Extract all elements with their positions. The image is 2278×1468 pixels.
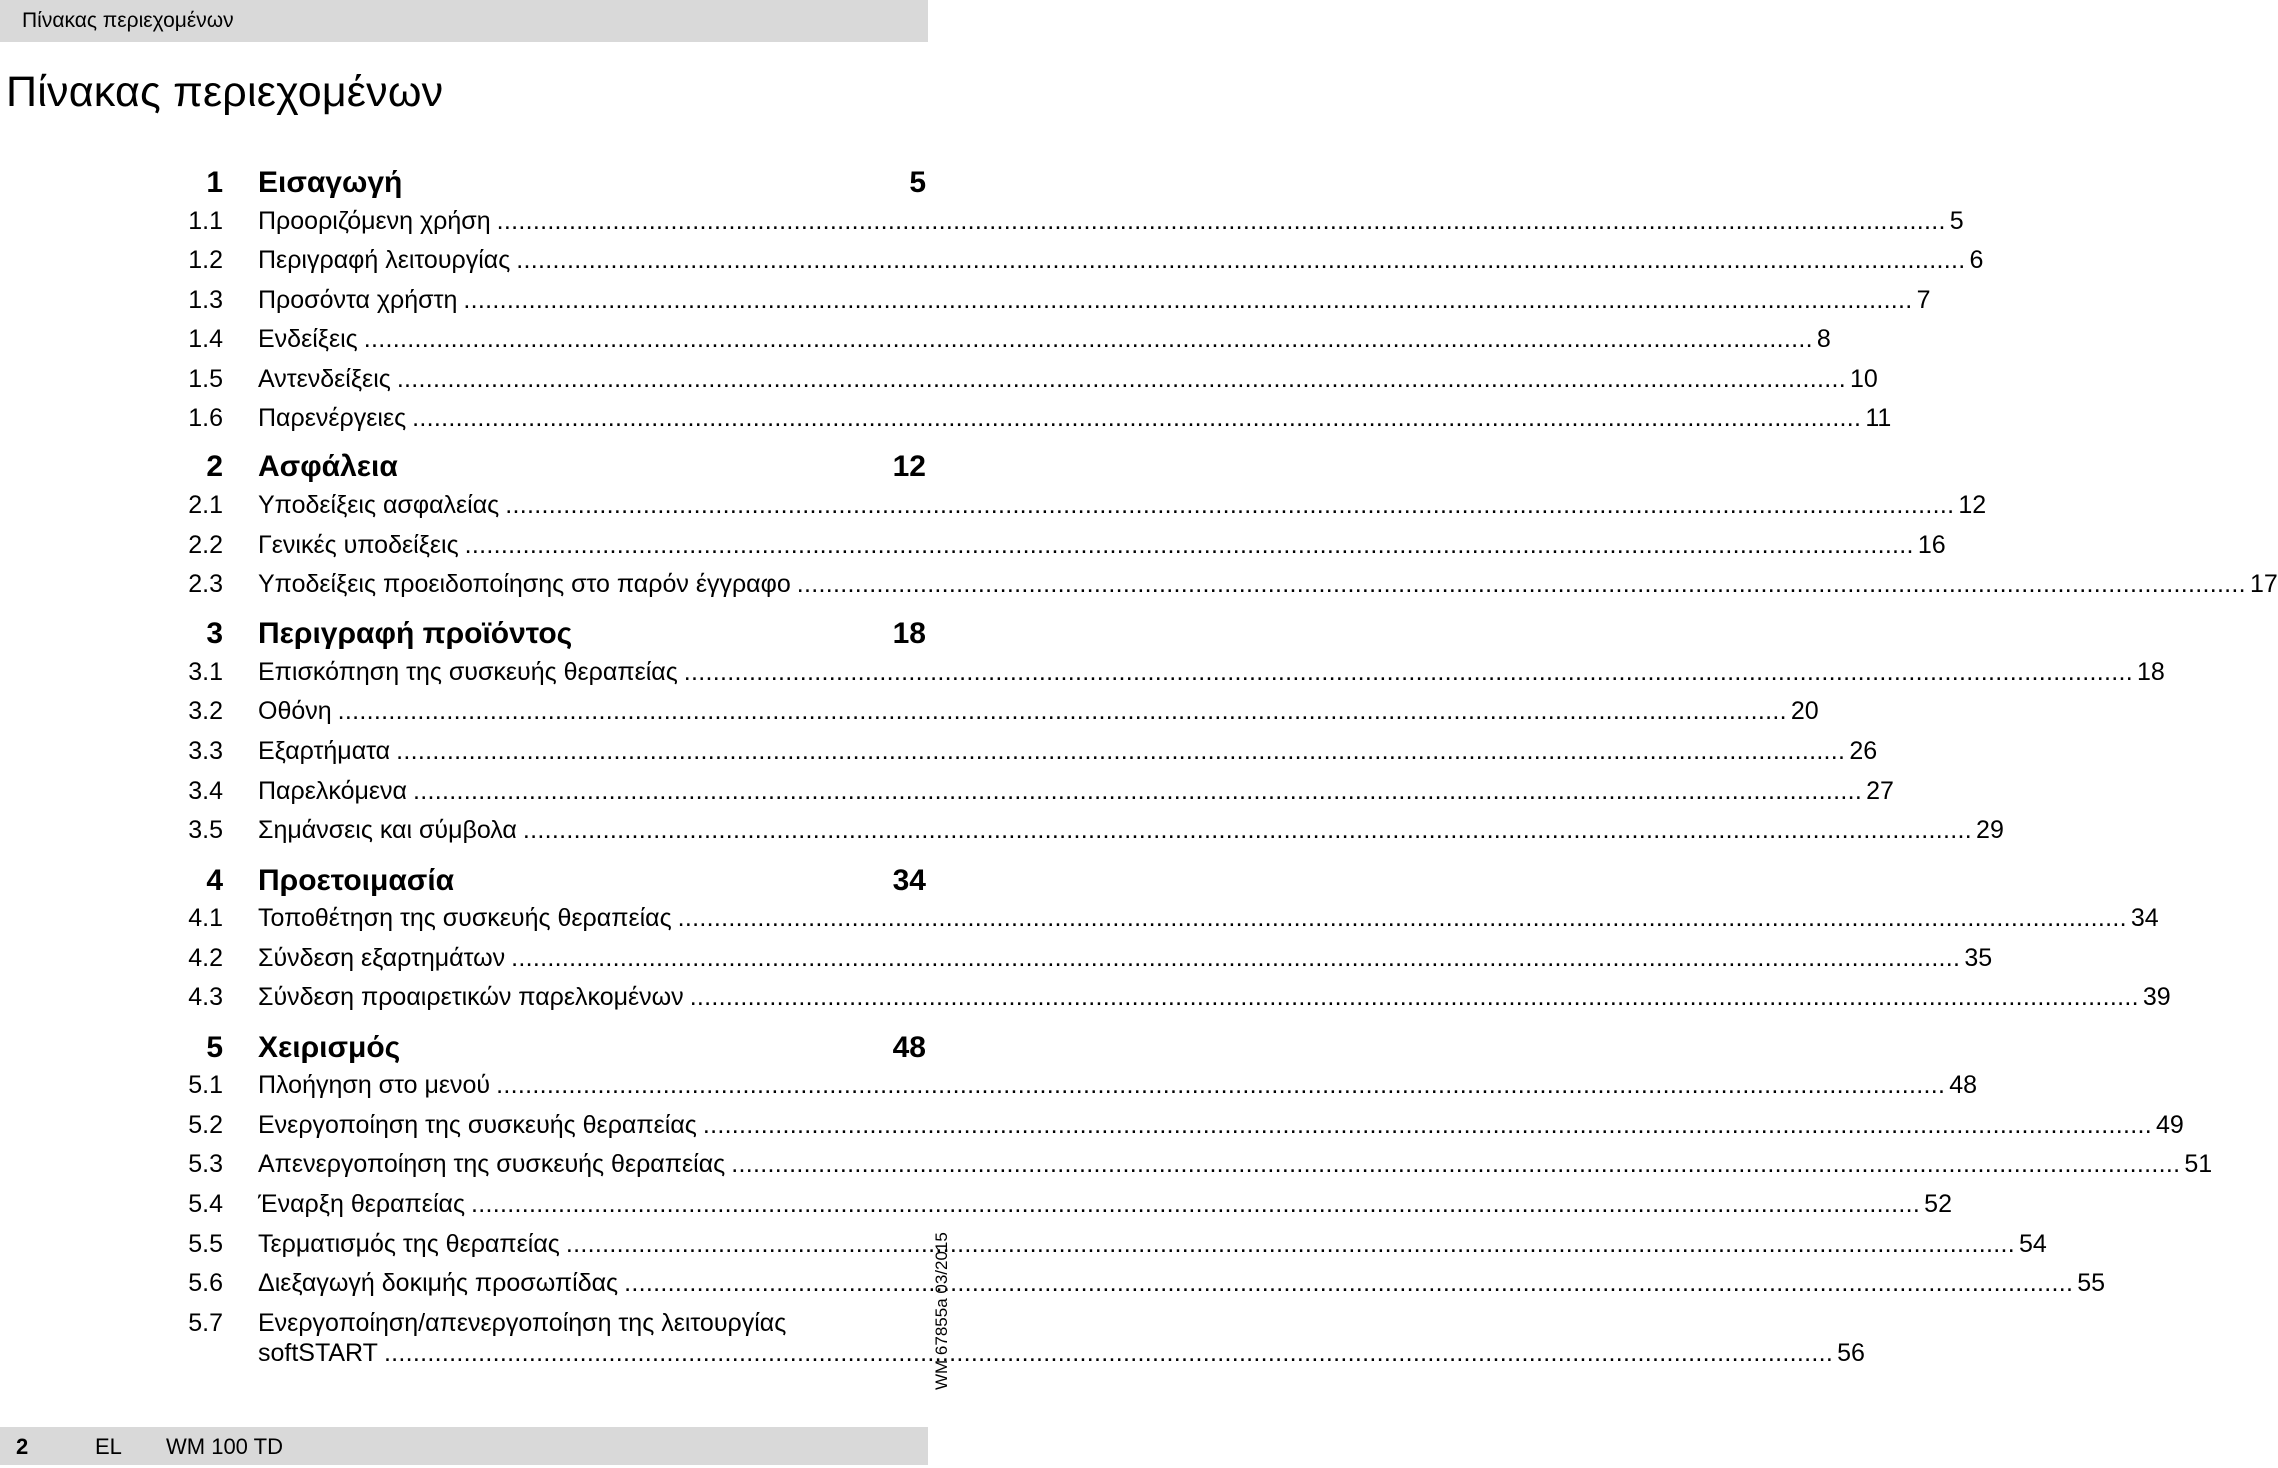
toc-entry-title: Σύνδεση εξαρτημάτων (258, 944, 506, 972)
toc-page-number: 5 (1949, 207, 1964, 235)
toc-entry-number: 1 (206, 166, 223, 199)
toc-dot-leader: ........................................................................................................................................................................................................ (496, 1071, 1946, 1099)
toc-entry-number: 1.1 (188, 207, 223, 235)
toc-entry-number: 5 (206, 1031, 223, 1064)
toc-entry-title-block (258, 324, 1831, 354)
toc-entry-title-block (258, 903, 2159, 933)
toc-dot-leader: ........................................................................................................................................................................................................ (396, 365, 1846, 393)
toc-dot-leader: ........................................................................................................................................................................................................ (689, 983, 2139, 1011)
toc-entry-title: Υποδείξεις προειδοποίησης στο παρόν έγγραφο (258, 570, 791, 598)
toc-page-number: 10 (1849, 365, 1878, 393)
toc-entry-number: 3.2 (188, 697, 223, 725)
toc-entry-number: 5.1 (188, 1071, 223, 1099)
toc-entry-title: Περιγραφή λειτουργίας (258, 246, 511, 274)
toc-page-number: 20 (1790, 697, 1819, 725)
toc-entry-title-block (258, 657, 2165, 687)
toc-entry-number: 5.6 (188, 1269, 223, 1297)
toc-page-number: 52 (1924, 1190, 1952, 1218)
toc-entry-number: 2 (206, 450, 223, 483)
toc-page-number: 55 (2077, 1269, 2106, 1297)
toc-page-number: 17 (2249, 570, 2278, 598)
toc-entry-number: 1.5 (188, 365, 223, 393)
toc-entry-title-block (258, 776, 1894, 806)
toc-entry-number: 2.1 (188, 491, 223, 519)
toc-page-number: 16 (1917, 531, 1946, 559)
toc-entry-title-block (258, 1229, 2047, 1259)
toc-entry-number: 5.7 (188, 1309, 223, 1337)
toc-entry-number: 5.5 (188, 1230, 223, 1258)
toc-dot-leader: ........................................................................................................................................................................................................ (511, 944, 1961, 972)
toc-entry-title: Σημάνσεις και σύμβολα (258, 816, 517, 844)
toc-entry-title-block (258, 450, 926, 484)
page-title: Πίνακας περιεχομένων (6, 68, 444, 116)
toc-dot-leader: ........................................................................................................................................................................................................ (463, 286, 1913, 314)
toc-page-number: 39 (2142, 983, 2171, 1011)
toc-dot-leader: ........................................................................................................................................................................................................ (624, 1269, 2074, 1297)
header-text: Πίνακας περιεχομένων (22, 9, 234, 32)
toc-page-number: 27 (1866, 777, 1894, 805)
toc-entry-title-block (258, 403, 1892, 433)
toc-entry-number: 2.3 (188, 570, 223, 598)
page-header (0, 0, 928, 42)
toc-entry-title-block (258, 617, 926, 651)
toc-entry-title: Επισκόπηση της συσκευής θεραπείας (258, 658, 678, 686)
toc-page-number: 18 (2136, 658, 2165, 686)
toc-dot-leader: ........................................................................................................................................................................................................ (505, 491, 1955, 519)
toc-page-number: 56 (1837, 1339, 1865, 1367)
toc-entry-title-block (258, 1149, 2213, 1179)
toc-dot-leader: ........................................................................................................................................................................................................ (412, 404, 1862, 432)
toc-entry-title-block (258, 943, 1993, 973)
toc-entry-title-block (258, 736, 1878, 766)
toc-dot-leader: ........................................................................................................................................................................................................ (522, 816, 1973, 844)
toc-page-number: 12 (1958, 491, 1987, 519)
toc-entry-title: Εισαγωγή (258, 166, 403, 199)
toc-entry-title: Ασφάλεια (258, 450, 398, 483)
toc-entry-title: Σύνδεση προαιρετικών παρελκομένων (258, 983, 684, 1011)
toc-dot-leader: ........................................................................................................................................................................................................ (471, 1190, 1921, 1218)
toc-entry-number: 1.6 (188, 404, 223, 432)
toc-entry-number: 5.4 (188, 1190, 223, 1218)
footer-page-number: 2 (16, 1434, 29, 1459)
toc-entry-title: Πλοήγηση στο μενού (258, 1071, 491, 1099)
toc-entry-number: 4.3 (188, 983, 223, 1011)
toc-entry-number: 1.4 (188, 325, 223, 353)
footer-language: EL (95, 1434, 122, 1459)
toc-entry-number: 1.2 (188, 246, 223, 274)
toc-entry-title: Γενικές υποδείξεις (258, 531, 459, 559)
toc-page-number: 7 (1916, 286, 1931, 314)
toc-page-number: 34 (2130, 904, 2159, 932)
toc-entry-title: Εξαρτήματα (258, 737, 391, 765)
toc-entry-number: 4 (206, 864, 223, 897)
toc-page-number: 34 (892, 864, 926, 897)
toc-entry-title-block (258, 1031, 926, 1065)
toc-page-number: 12 (892, 450, 926, 483)
toc-entry-title-block (258, 1308, 1865, 1368)
toc-dot-leader: ........................................................................................................................................................................................................ (677, 904, 2127, 932)
toc-entry-title: Έναρξη θεραπείας (258, 1190, 465, 1218)
toc-entry-title: Ενδείξεις (258, 325, 358, 353)
toc-entry-title-block (258, 245, 1984, 275)
toc-entry-title-block (258, 1189, 1952, 1219)
toc-page-number: 26 (1849, 737, 1878, 765)
toc-entry-title: Παρενέργειες (258, 404, 407, 432)
toc-entry-title: Τερματισμός της θεραπείας (258, 1230, 560, 1258)
toc-entry-number: 4.1 (188, 904, 223, 932)
toc-entry-title-block (258, 815, 2004, 845)
toc-page-number: 54 (2019, 1230, 2047, 1258)
toc-entry-number: 5.3 (188, 1150, 223, 1178)
toc-entry-title: Αντενδείξεις (258, 365, 391, 393)
toc-entry-title-block (258, 1268, 2106, 1298)
toc-entry-title-continued: softSTART (258, 1339, 378, 1367)
toc-entry-title-block (258, 569, 2278, 599)
toc-dot-leader: ........................................................................................................................................................................................................ (683, 658, 2133, 686)
page-footer (0, 1427, 928, 1465)
toc-entry-number: 1.3 (188, 286, 223, 314)
toc-page-number: 48 (892, 1031, 926, 1064)
toc-entry-title: Προετοιμασία (258, 864, 455, 897)
toc-entry-title: Παρελκόμενα (258, 777, 407, 805)
toc-entry-title: Προσόντα χρήστη (258, 286, 458, 314)
toc-entry-number: 5.2 (188, 1111, 223, 1139)
toc-entry-title: Προοριζόμενη χρήση (258, 207, 491, 235)
toc-page-number: 29 (1976, 816, 2004, 844)
toc-entry-number: 3.4 (188, 777, 223, 805)
toc-page-number: 51 (2184, 1150, 2213, 1178)
toc-entry-title-block (258, 982, 2171, 1012)
toc-entry-title: Ενεργοποίηση της συσκευής θεραπείας (258, 1111, 697, 1139)
toc-entry-number: 3.1 (188, 658, 223, 686)
toc-entry-title-block (258, 530, 1946, 560)
toc-page-number: 48 (1949, 1071, 1978, 1099)
toc-dot-leader: ........................................................................................................................................................................................................ (516, 246, 1966, 274)
toc-dot-leader: ........................................................................................................................................................................................................ (363, 325, 1813, 353)
toc-page-number: 18 (892, 617, 926, 650)
toc-page-number: 5 (909, 166, 926, 199)
toc-dot-leader: ........................................................................................................................................................................................................ (731, 1150, 2181, 1178)
toc-dot-leader: ........................................................................................................................................................................................................ (396, 737, 1846, 765)
toc-entry-title-block (258, 285, 1931, 315)
toc-entry-title: Ενεργοποίηση/απενεργοποίηση της λειτουργίας (258, 1309, 787, 1337)
toc-dot-leader: ........................................................................................................................................................................................................ (702, 1111, 2152, 1139)
toc-entry-number: 4.2 (188, 944, 223, 972)
toc-entry-number: 3.3 (188, 737, 223, 765)
toc-entry-title-block (258, 166, 926, 200)
toc-page-number: 49 (2156, 1111, 2184, 1139)
toc-entry-title-block (258, 696, 1819, 726)
toc-entry-number: 3 (206, 617, 223, 650)
toc-dot-leader: ........................................................................................................................................................................................................ (565, 1230, 2016, 1258)
toc-entry-title-block (258, 364, 1878, 394)
toc-entry-title: Περιγραφή προϊόντος (258, 617, 573, 650)
document-code: WM 67855a 03/2015 (932, 1232, 951, 1390)
toc-page-number: 8 (1816, 325, 1831, 353)
toc-entry-title-block (258, 1110, 2184, 1140)
toc-entry-title-block (258, 490, 1987, 520)
toc-dot-leader: ........................................................................................................................................................................................................ (464, 531, 1914, 559)
toc-entry-title: Απενεργοποίηση της συσκευής θεραπείας (258, 1150, 726, 1178)
toc-entry-title: Διεξαγωγή δοκιμής προσωπίδας (258, 1269, 619, 1297)
toc-entry-title-block (258, 1070, 1978, 1100)
footer-model: WM 100 TD (166, 1434, 283, 1459)
toc-dot-leader: ........................................................................................................................................................................................................ (496, 207, 1946, 235)
toc-entry-number: 3.5 (188, 816, 223, 844)
toc-dot-leader: ........................................................................................................................................................................................................ (337, 697, 1787, 725)
toc-entry-title: Υποδείξεις ασφαλείας (258, 491, 500, 519)
toc-page-number: 6 (1969, 246, 1984, 274)
toc-entry-title-block (258, 206, 1964, 236)
toc-page-number: 11 (1865, 404, 1892, 432)
toc-entry-title: Χειρισμός (258, 1031, 401, 1064)
toc-entry-title-block (258, 864, 926, 898)
toc-dot-leader: ........................................................................................................................................................................................................ (796, 570, 2246, 598)
toc-dot-leader: ........................................................................................................................................................................................................ (383, 1339, 1834, 1367)
toc-page-number: 35 (1964, 944, 1993, 972)
toc-entry-title: Τοποθέτηση της συσκευής θεραπείας (258, 904, 672, 932)
toc-dot-leader: ........................................................................................................................................................................................................ (412, 777, 1863, 805)
toc-entry-title: Οθόνη (258, 697, 332, 725)
toc-entry-number: 2.2 (188, 531, 223, 559)
